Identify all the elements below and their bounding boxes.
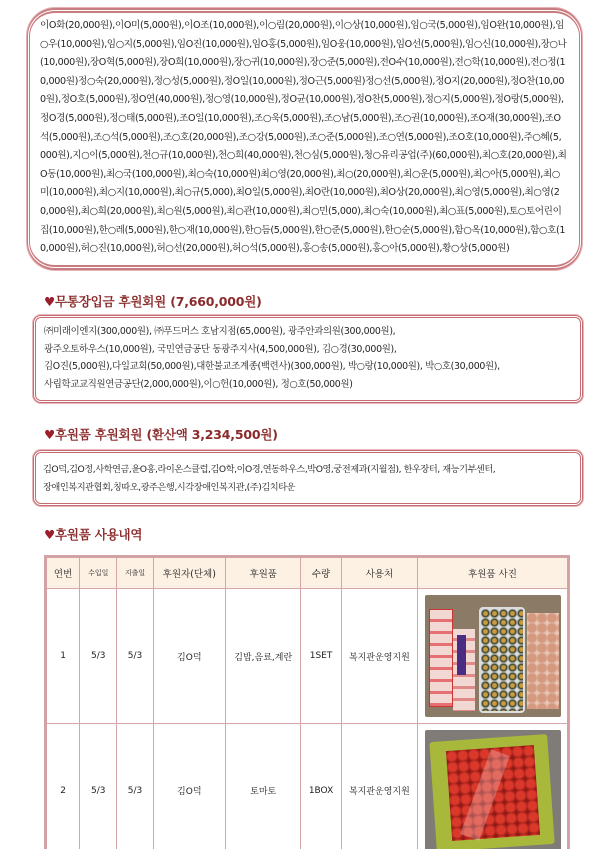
column-header: 후원품 사진 [418, 557, 569, 589]
cell-qty: 1BOX [301, 724, 341, 849]
bank-section-title: 무통장입금 후원회원 (7,660,000원) [55, 294, 262, 309]
goods-section-heading [44, 425, 278, 443]
usage-table [44, 555, 570, 849]
cell-no: 1 [46, 589, 80, 724]
cell-usage: 복지관운영지원 [341, 724, 417, 849]
column-header: 지출일 [117, 557, 153, 589]
goods-section-title: 후원품 후원회원 (환산액 3,234,500원) [55, 427, 278, 442]
table-row [46, 724, 569, 849]
table-row [46, 589, 569, 724]
cell-photo [418, 589, 569, 724]
cell-item: 김밥,음료,계란 [226, 589, 301, 724]
tomato-photo [425, 730, 561, 849]
column-header: 연번 [46, 557, 80, 589]
column-header: 사용처 [341, 557, 417, 589]
table-header-row [46, 557, 569, 589]
column-header: 수입일 [80, 557, 117, 589]
bank-donors-line: 광주오토하우스(10,000원), 국민연금공단 동광주지사(4,500,000원), 김○경(30,000원), [44, 343, 397, 355]
goods-donors-line: 장애인복지관협회,칭따오,광주은행,시각장애인복지관,(주)김치타운 [43, 481, 296, 493]
cash-donors-list: 이O화(20,000원),이O미(5,000원),이O조(10,000원),이○림(20,000원),이○상(10,000원),임○국(5,000원),임O완(10,000원),임○우(10,000원),임○지(5,000원),임O진(10,000원),임O홍(5,000원),임O웅(10,000원),임O선(5,000원),임○신(10,000원),장○나(10,000원),장O혁(5,000원),장O희(10,000원),장○귀(10,000원),장○준(5,000원),전O수(10,000원),전○학(10,000원),전○정(10,000원)정○숙(20,000원),정○성(5,000원),정O일(10,000원),정O근(5,000원)정○선(5,000원),정O지(20,000원),정O찬(10,000원),정O호(5,000원),정O연(40,000원),정○영(10,000원),정O균(10,000원),정O찬(5,000원),정○지(5,000원),정O랑(5,000원),정O경(5,000원),정○태(5,000원),조O일(10,000원),조○욱(5,000원),조○남(5,000원),조○권(10,000원),조O재(30,000원),조O석(5,000원),조○석(5,000원),조○호(20,000원),조○강(5,000원),조○준(5,000원),조○연(5,000원),조O호(10,000원),주○혜(5,000원),지○이(5,000원),천○규(10,000원),천○희(40,000원),천○심(5,000원),청○유리공업(주)(60,000원),최○호(20,000원),최O동(10,000원),최○국(100,000원),최○숙(10,000원)최○영(20,000원),최○(20,000원),최○운(5,000원),최○아(5,000원),최○미(10,000원),최○지(10,000원),최○규(5,000),최O일(5,000원),최O란(10,000원),최O상(20,000원),최○영(5,000원),최○영(20,000원),최○희(20,000원),최○원(5,000원),최○관(10,000원),최○민(5,000),최○숙(10,000원),최○표(5,000원),토○토어린이집(10,000원),한○레(5,000원),한○재(10,000원),한○듬(5,000원),한○준(5,000원),한○순(5,000원),함○옥(10,000원),함○호(10,000원),허○진(10,000원),허○선(20,000원),허○석(5,000원),홍○송(5,000원),홍○아(5,000원),황○상(5,000원) [40, 20, 567, 255]
heart-icon: ♥ [44, 427, 56, 442]
bank-donors-line: 사립학교교직원연금공단(2,000,000원),이○헌(10,000원), 정○호(50,000원) [44, 378, 353, 390]
goods-donors-box [33, 450, 583, 506]
cell-donor: 김O덕 [153, 589, 225, 724]
cell-donor: 김O덕 [153, 724, 225, 849]
bank-donors-line: ㈜미래이엔지(300,000원), ㈜푸드머스 호남지점(65,000원), 광주안과의원(300,000원), [44, 326, 396, 337]
usage-section-heading [44, 525, 142, 543]
cell-in-date: 5/3 [80, 724, 117, 849]
column-header: 후원품 [226, 557, 301, 589]
cash-donors-box [27, 8, 582, 270]
cell-out-date: 5/3 [117, 589, 153, 724]
cell-in-date: 5/3 [80, 589, 117, 724]
bank-section-heading [44, 292, 262, 310]
cell-no: 2 [46, 724, 80, 849]
heart-icon: ♥ [44, 294, 56, 309]
bank-donors-box [33, 315, 583, 403]
cell-out-date: 5/3 [117, 724, 153, 849]
cell-photo [418, 724, 569, 849]
cell-qty: 1SET [301, 589, 341, 724]
bank-donors-line: 김O진(5,000원),다일교회(50,000원),대한불교조계종(백련사)(300,000원), 박○랑(10,000원), 박○호(30,000원), [44, 361, 500, 372]
heart-icon: ♥ [44, 527, 56, 542]
usage-section-title: 후원품 사용내역 [55, 527, 143, 542]
goods-donors-line: 김O덕,김O정,사학연금,윤O홍,라이온스클럽,김O학,이O경,연동하우스,박O영,궁전제과(지월점), 한우장터, 재능기부센터, [43, 464, 496, 475]
cell-item: 토마토 [226, 724, 301, 849]
column-header: 후원자(단체) [153, 557, 225, 589]
kimbap-photo [425, 595, 561, 717]
cell-usage: 복지관운영지원 [341, 589, 417, 724]
column-header: 수량 [301, 557, 341, 589]
